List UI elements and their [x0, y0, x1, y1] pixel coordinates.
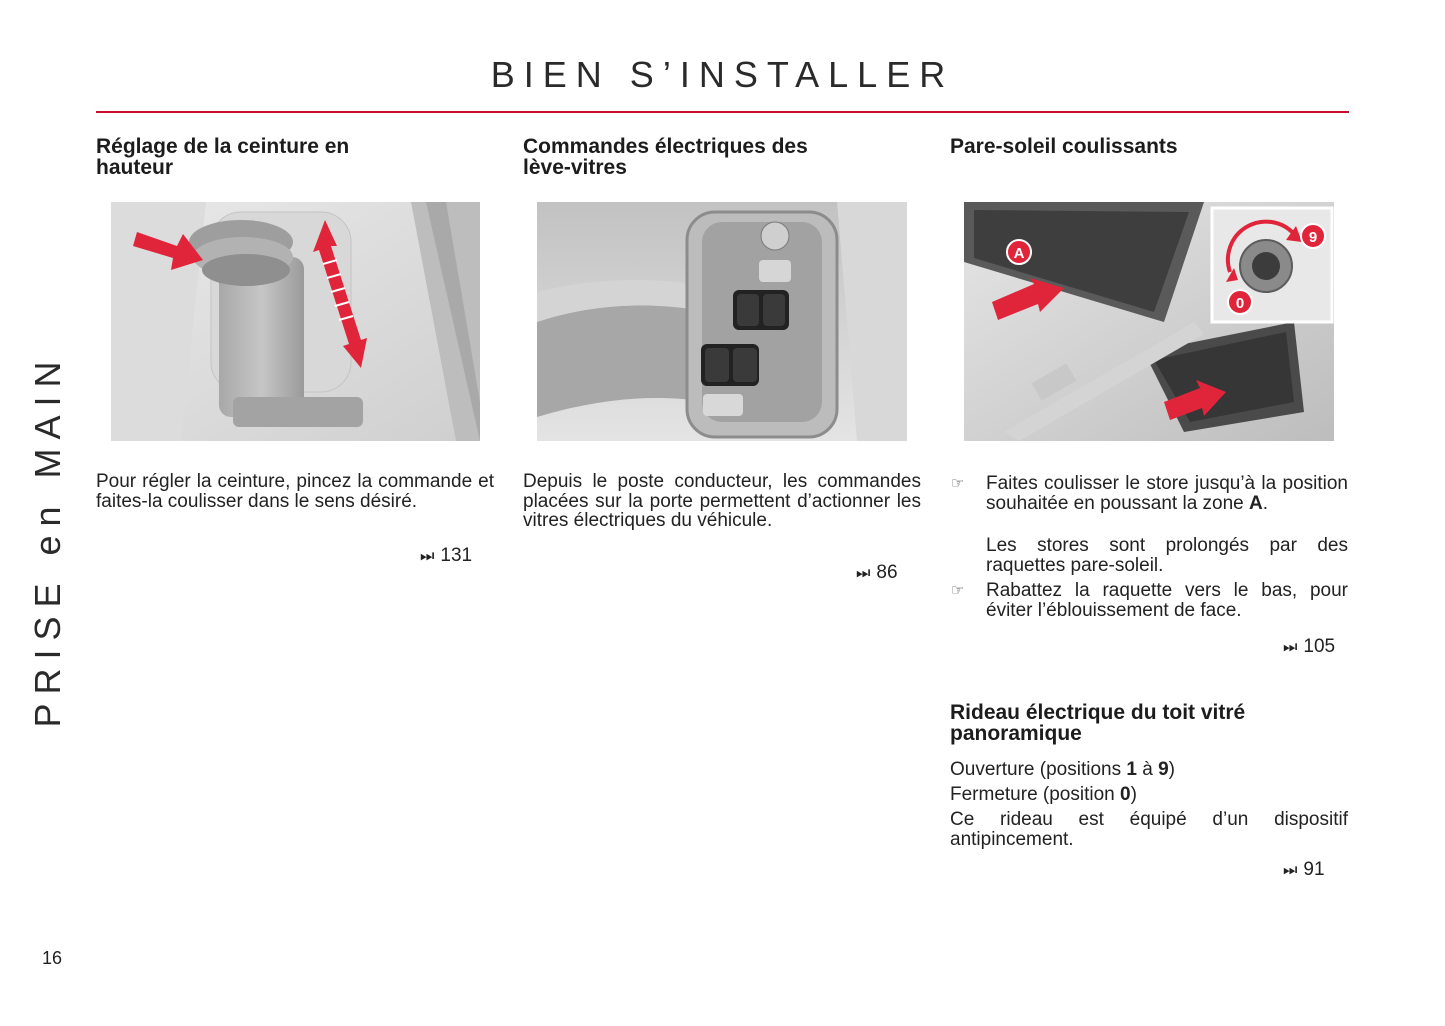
sunshade-page-ref[interactable] [1283, 636, 1335, 658]
svg-text:9: 9 [1308, 229, 1318, 246]
windows-page-ref[interactable] [856, 562, 898, 584]
sunshade-note: Les stores sont prolongés par des raquettes pare-soleil. [986, 535, 1348, 576]
roof-blind-heading [950, 702, 1245, 744]
roof-blind-heading-line2: panoramique [950, 722, 1082, 745]
callout-a [1007, 240, 1031, 264]
seatbelt-heading-line2: hauteur [96, 156, 174, 179]
page-title: BIEN S’INSTALLER [490, 54, 955, 95]
roof-blind-opening [950, 760, 1175, 780]
sunshade-bullet-2: Rabattez la raquette vers le bas, pour éviter l’éblouissement de face. [986, 580, 1348, 621]
roof-blind-page-ref[interactable] [1283, 859, 1325, 881]
seatbelt-height-image [111, 202, 480, 441]
pointing-hand-icon: ☞ [951, 582, 965, 599]
window-controls-image [537, 202, 907, 441]
seatbelt-ref-number: 131 [440, 545, 473, 566]
windows-heading-line2: lève-vitres [523, 156, 627, 179]
callout-9 [1301, 224, 1325, 248]
seatbelt-heading [96, 136, 349, 178]
next-page-icon: ⏭ [856, 565, 871, 582]
sunshade-heading: Pare-soleil coulissants [950, 135, 1178, 158]
windows-heading [523, 136, 808, 178]
sunshade-ref-number: 105 [1303, 636, 1336, 657]
page-number: 16 [42, 948, 63, 968]
pointing-hand-icon: ☞ [951, 475, 965, 492]
roof-blind-heading-line1: Rideau électrique du toit vitré [950, 701, 1246, 724]
svg-text:0: 0 [1235, 295, 1245, 312]
sunshade-bullet-1-text: Faites coulisser le store jusqu’à la position souhaitée en poussant la zone [986, 473, 1348, 514]
windows-heading-line1: Commandes électriques des [523, 135, 808, 158]
next-page-icon: ⏭ [1283, 639, 1298, 656]
opening-pos-end: 9 [1158, 759, 1169, 780]
windows-text: Depuis le poste conducteur, les commandes placées sur la porte permettent d’actionner les vitres électriques du véhicule. [523, 471, 921, 531]
sunshade-bullet-1-end: . [1262, 492, 1269, 514]
windows-ref-number: 86 [876, 562, 898, 583]
opening-text-end: ) [1168, 759, 1175, 780]
next-page-icon: ⏭ [1283, 862, 1298, 879]
opening-text-to: à [1136, 759, 1159, 780]
seatbelt-heading-line1: Réglage de la ceinture en [96, 135, 350, 158]
sunshade-bullet-1 [986, 474, 1348, 513]
svg-text:A: A [1013, 245, 1025, 262]
roof-blind-text: Ce rideau est équipé d’un dispositif antipincement. [950, 809, 1348, 850]
side-section-label: PRISE en MAIN [27, 352, 68, 728]
sunshade-image [964, 202, 1334, 441]
closing-pos: 0 [1120, 784, 1131, 805]
next-page-icon: ⏭ [420, 548, 435, 565]
zone-a-label: A [1249, 492, 1263, 514]
opening-pos-start: 1 [1126, 759, 1137, 780]
roof-blind-closing [950, 785, 1137, 805]
seatbelt-page-ref[interactable] [420, 545, 472, 567]
title-divider [96, 111, 1349, 113]
closing-text: Fermeture (position [950, 784, 1121, 805]
opening-text: Ouverture (positions [950, 759, 1127, 780]
callout-0 [1228, 290, 1252, 314]
closing-text-end: ) [1130, 784, 1137, 805]
roof-blind-ref-number: 91 [1303, 859, 1325, 880]
seatbelt-text: Pour régler la ceinture, pincez la commande et faites-la coulisser dans le sens désiré. [96, 471, 494, 512]
